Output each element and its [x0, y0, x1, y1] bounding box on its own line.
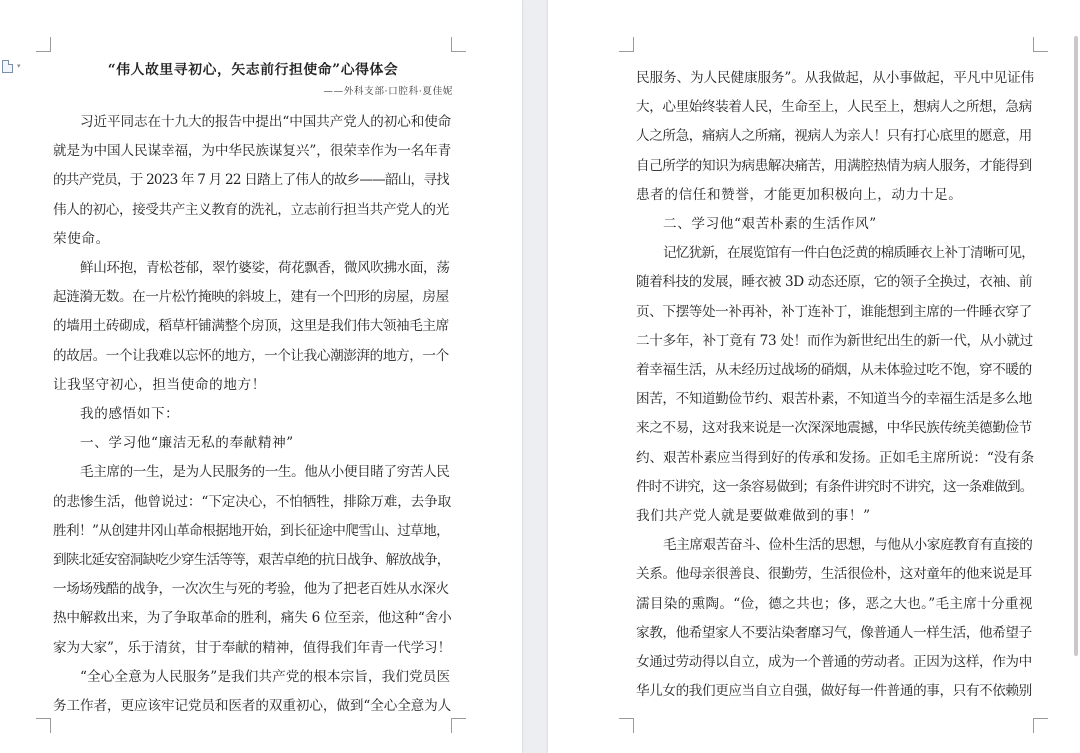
document-title: “伟人故里寻初心，矢志前行担使命”心得体会 — [107, 62, 399, 78]
text-line: 习近平同志在十九大的报告中提出“中国共产党人的初心和使命 — [80, 114, 452, 130]
text-line: 胜利！”从创建井冈山革命根据地开始，到长征途中爬雪山、过草地， — [53, 522, 450, 539]
text-line: 起涟漪无数。在一片松竹掩映的斜坡上，建有一个凹形的房屋，房屋 — [53, 289, 449, 306]
text-line: 到陕北延安窑洞缺吃少穿生活等等，艰苦卓绝的抗日战争、解放战争， — [53, 552, 450, 568]
document-byline: ——外科支部·口腔科·夏佳妮 — [323, 86, 453, 97]
crop-mark-top-left — [36, 37, 51, 52]
text-line: 鲜山环抱，青松苍郁，翠竹婆娑，荷花飘香，微风吹拂水面，荡 — [80, 260, 450, 276]
text-line: 我的感悟如下： — [80, 406, 180, 422]
document-page-right — [548, 0, 1080, 753]
text-line: “全心全意为人民服务”是我们共产党的根本宗旨，我们党员医 — [80, 668, 451, 685]
crop-mark-top-left — [619, 37, 634, 52]
text-line: 我们共产党人就是要做难做到的事！” — [636, 508, 871, 524]
text-line: 家教，他希望家人不要沾染奢靡习气，像普通人一样生活，他希望子 — [636, 624, 1032, 641]
text-line: 患者的信任和赞誉，才能更加积极向上，动力十足。 — [636, 186, 963, 203]
crop-mark-bottom-left — [619, 718, 634, 733]
text-line: 一、学习他“廉洁无私的奉献精神” — [80, 435, 294, 452]
text-line: 来之不易，这对我来说是一次深深地震撼，中华民族传统美德勤俭节 — [636, 420, 1032, 437]
text-line: 记忆犹新，在展览馆有一件白色泛黄的棉质睡衣上补丁清晰可见， — [663, 245, 1035, 262]
text-line: 的共产党员，于 2023 年 7 月 22 日踏上了伟人的故乡——韶山，寻找 — [53, 172, 449, 189]
crop-mark-bottom-right — [451, 718, 466, 733]
text-line: 随着科技的发展，睡衣被 3D 动态还原，它的领子全换过，衣袖、前 — [636, 274, 1033, 291]
text-line: 二十多年，补丁竟有 73 处！而作为新世纪出生的新一代，从小就过 — [636, 332, 1033, 349]
text-line: 一场场残酷的战争，一次次生与死的考验，他为了把老百姓从水深火 — [53, 581, 449, 598]
text-line: 濡目染的熏陶。“俭，德之共也；侈，恶之大也。”毛主席十分重视 — [636, 595, 1033, 612]
text-line: 家为大家”，乐于清贫，甘于奉献的精神，值得我们年青一代学习！ — [53, 639, 452, 656]
text-line: 二、学习他“艰苦朴素的生活作风” — [663, 216, 877, 232]
text-line: 件时不讲究，这一条容易做到；有条件讲究时不讲究，这一条难做到。 — [636, 478, 1033, 495]
chevron-down-icon[interactable]: ▾ — [17, 62, 21, 70]
text-line: 就是为中国人民谋幸福，为中华民族谋复兴”，很荣幸作为一名年青 — [53, 143, 452, 160]
document-body-right — [636, 0, 1036, 753]
text-line: 大，心里始终装着人民，生命至上，人民至上，想病人之所想，急病 — [636, 99, 1032, 116]
text-line: 热中解救出来，为了争取革命的胜利，痛失 6 位至亲，他这种“舍小 — [53, 610, 452, 627]
text-line: 毛主席艰苦奋斗、俭朴生活的思想，与他从小家庭教育有直接的 — [663, 537, 1033, 554]
text-line: 华儿女的我们更应当自立自强，做好每一件普通的事，只有不依赖别 — [636, 683, 1032, 700]
text-line: 着幸福生活，从未经历过战场的硝烟，从未体验过吃不饱，穿不暖的 — [636, 362, 1032, 378]
document-page-left — [0, 0, 522, 753]
text-line: 女通过劳动得以自立，成为一个普通的劳动者。正因为这样，作为中 — [636, 654, 1032, 670]
text-line: 人之所急，痛病人之所痛，视病人为亲人！只有打心底里的愿意，用 — [636, 128, 1032, 145]
document-icon[interactable] — [2, 60, 13, 73]
text-line: 让我坚守初心，担当使命的地方！ — [53, 376, 266, 393]
text-line: 困苦，不知道勤俭节约、艰苦朴素，不知道当今的幸福生活是多么地 — [636, 391, 1032, 408]
text-line: 页、下摆等处一补再补，补丁连补丁，谁能想到主席的一件睡衣穿了 — [636, 303, 1032, 320]
text-line: 约、艰苦朴素应当得到好的传承和发扬。正如毛主席所说：“没有条 — [636, 449, 1035, 466]
text-line: 毛主席的一生，是为人民服务的一生。他从小便目睹了穷苦人民 — [80, 464, 450, 481]
text-line: 伟人的初心，接受共产主义教育的洗礼，立志前行担当共产党人的光 — [53, 201, 449, 218]
text-line: 民服务、为人民健康服务”。从我做起，从小事做起，平凡中见证伟 — [636, 70, 1035, 86]
text-line: 的故居。一个让我难以忘怀的地方，一个让我心潮澎湃的地方，一个 — [53, 347, 449, 364]
text-line: 自己所学的知识为病患解决痛苦，用满腔热情为病人服务，才能得到 — [636, 157, 1032, 174]
text-line: 的墙用土砖砌成，稻草杆铺满整个房顶，这里是我们伟大领袖毛主席 — [53, 318, 449, 335]
text-line: 务工作者，更应该牢记党员和医者的双重初心，做到“全心全意为人 — [53, 698, 452, 714]
text-line: 的悲惨生活，他曾说过：“下定决心，不怕牺牲，排除万难，去争取 — [53, 493, 452, 510]
crop-mark-top-right — [451, 37, 466, 52]
crop-mark-bottom-left — [36, 718, 51, 733]
document-body-left — [53, 0, 453, 753]
text-line: 荣使命。 — [53, 230, 110, 247]
text-line: 关系。他母亲很善良、很勤劳，生活很俭朴，这对童年的他来说是耳 — [636, 566, 1032, 583]
vertical-scrollbar[interactable] — [1074, 36, 1078, 656]
